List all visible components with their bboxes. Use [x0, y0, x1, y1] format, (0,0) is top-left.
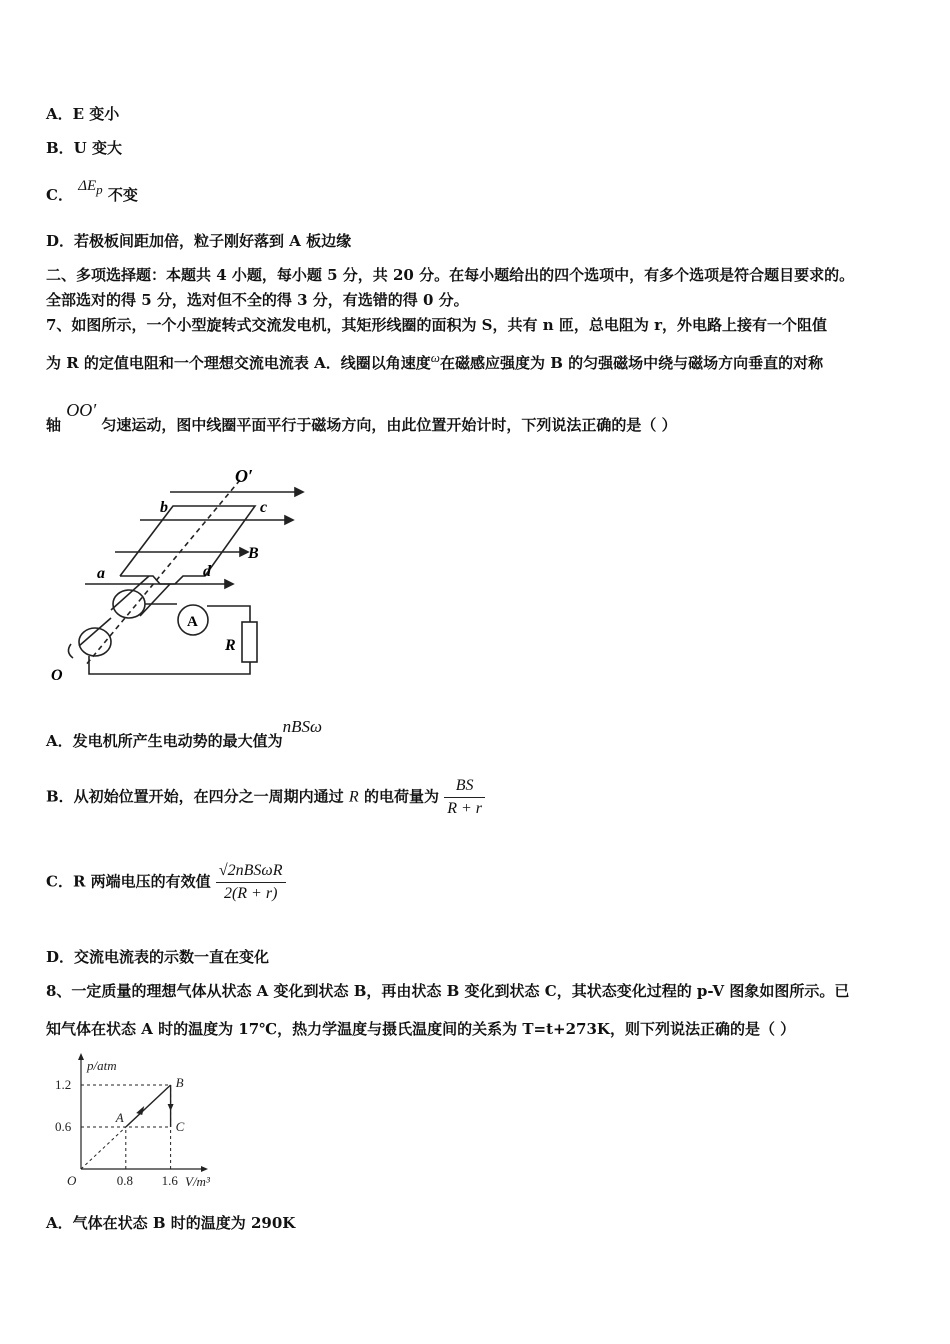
x-tick-label: 1.6 — [161, 1173, 178, 1188]
label-o-prime: O′ — [235, 466, 254, 486]
q7-option-b — [46, 775, 485, 820]
label-resistor: R — [225, 637, 236, 654]
q8-line2: 知气体在状态 A 时的温度为 17℃，热力学温度与摄氏温度间的关系为 T=t+273K，则下列说法正确的是（ ） — [46, 1020, 796, 1038]
fraction-denominator: 2(R + r) — [223, 885, 278, 902]
field-arrow-4 — [225, 580, 233, 588]
shaft-line-1 — [111, 576, 149, 610]
field-arrow-3 — [240, 548, 248, 556]
wire-top-right — [207, 606, 250, 622]
q7-option-c — [46, 860, 286, 905]
q7-line2 — [46, 352, 823, 373]
series-segment-2 — [126, 1085, 171, 1127]
q6-option-a: A．E 变小 — [46, 105, 120, 123]
ab-direction-arrow — [136, 1106, 144, 1115]
q7-line1: 7、如图所示，一个小型旋转式交流发电机，其矩形线圈的面积为 S，共有 n 匝，总电阻为 r，外电路上接有一个阻值 — [46, 316, 827, 334]
q7-option-b-text1: B．从初始位置开始，在四分之一周期内通过 — [46, 787, 344, 806]
q7-option-c-fraction — [216, 860, 286, 905]
section2-line1: 二、多项选择题：本题共 4 小题，每小题 5 分，共 20 分。在每小题给出的四个选项中，有多个选项是符合题目要求的。 — [46, 266, 855, 284]
label-d: d — [203, 563, 211, 580]
q6-option-c-text: 不变 — [107, 186, 138, 204]
q7-option-a-text: A．发电机所产生电动势的最大值为 — [46, 732, 283, 750]
y-tick-label: 0.6 — [55, 1119, 72, 1134]
fraction-numerator: BS — [444, 775, 485, 798]
delta-e: ΔE — [78, 178, 97, 194]
y-axis-label: p/atm — [87, 1058, 117, 1073]
fraction-numerator: √2nBSωR — [216, 860, 286, 883]
x-axis-label: V/m³ — [185, 1174, 210, 1189]
q8-line1: 8、一定质量的理想气体从状态 A 变化到状态 B，再由状态 B 变化到状态 C，其状态变化过程的 p-V 图象如图所示。已 — [46, 982, 850, 1000]
y-tick-label: 1.2 — [55, 1077, 72, 1092]
delta-e-subscript: p — [96, 182, 103, 197]
resistor — [242, 622, 257, 662]
q7-line3 — [46, 400, 677, 434]
fraction-denominator: R + r — [447, 800, 482, 817]
generator-figure — [45, 460, 315, 688]
label-b: b — [160, 499, 168, 516]
q7-option-b-text2: 的电荷量为 — [363, 787, 439, 806]
q7-option-c-text: C．R 两端电压的有效值 — [46, 872, 211, 891]
origin-label: O — [67, 1173, 77, 1188]
q7-option-b-fraction — [444, 775, 485, 820]
q7-line3-part1: 轴 — [46, 416, 62, 434]
bc-direction-arrow — [168, 1104, 174, 1111]
q7-option-b-r: R — [348, 788, 359, 806]
field-arrow-2 — [285, 516, 293, 524]
wire-bottom — [89, 656, 250, 674]
label-ammeter: A — [187, 614, 198, 630]
q7-line2-part1: 为 R 的定值电阻和一个理想交流电流表 A．线圈以角速度 — [46, 354, 431, 372]
q7-option-a-math: nBSω — [282, 717, 323, 736]
y-axis-arrow — [78, 1053, 84, 1060]
q7-option-a — [46, 716, 323, 750]
series-segment-1 — [81, 1127, 126, 1169]
field-arrow-1 — [295, 488, 303, 496]
rotation-arc — [68, 644, 73, 658]
q6-option-c-label: C． — [46, 186, 73, 204]
label-c: c — [260, 499, 268, 516]
q6-option-c — [46, 174, 138, 204]
delta-ep-symbol — [78, 178, 103, 197]
coil — [120, 506, 255, 584]
label-a: a — [97, 565, 105, 582]
pv-chart — [45, 1048, 265, 1193]
q6-option-d: D．若极板间距加倍，粒子刚好落到 A 板边缘 — [46, 232, 352, 250]
q7-line3-part2: 匀速运动，图中线圈平面平行于磁场方向，由此位置开始计时，下列说法正确的是（ ） — [101, 416, 677, 434]
q7-line2-part2: 在磁感应强度为 B 的匀强磁场中绕与磁场方向垂直的对称 — [439, 354, 824, 372]
axis-symbol: OO′ — [66, 400, 97, 420]
omega-symbol: ω — [430, 350, 440, 365]
point-label-a: A — [115, 1110, 124, 1125]
q6-option-b: B．U 变大 — [46, 139, 122, 157]
point-label-b: B — [175, 1075, 184, 1090]
q8-option-a: A．气体在状态 B 时的温度为 290K — [46, 1214, 296, 1232]
section2-line2: 全部选对的得 5 分，选对但不全的得 3 分，有选错的得 0 分。 — [46, 291, 469, 309]
x-tick-label: 0.8 — [116, 1173, 134, 1188]
point-label-c: C — [175, 1119, 185, 1134]
x-axis-arrow — [201, 1166, 208, 1172]
q7-option-d: D．交流电流表的示数一直在变化 — [46, 948, 270, 966]
label-field-b: B — [248, 545, 259, 562]
label-o: O — [51, 667, 63, 684]
